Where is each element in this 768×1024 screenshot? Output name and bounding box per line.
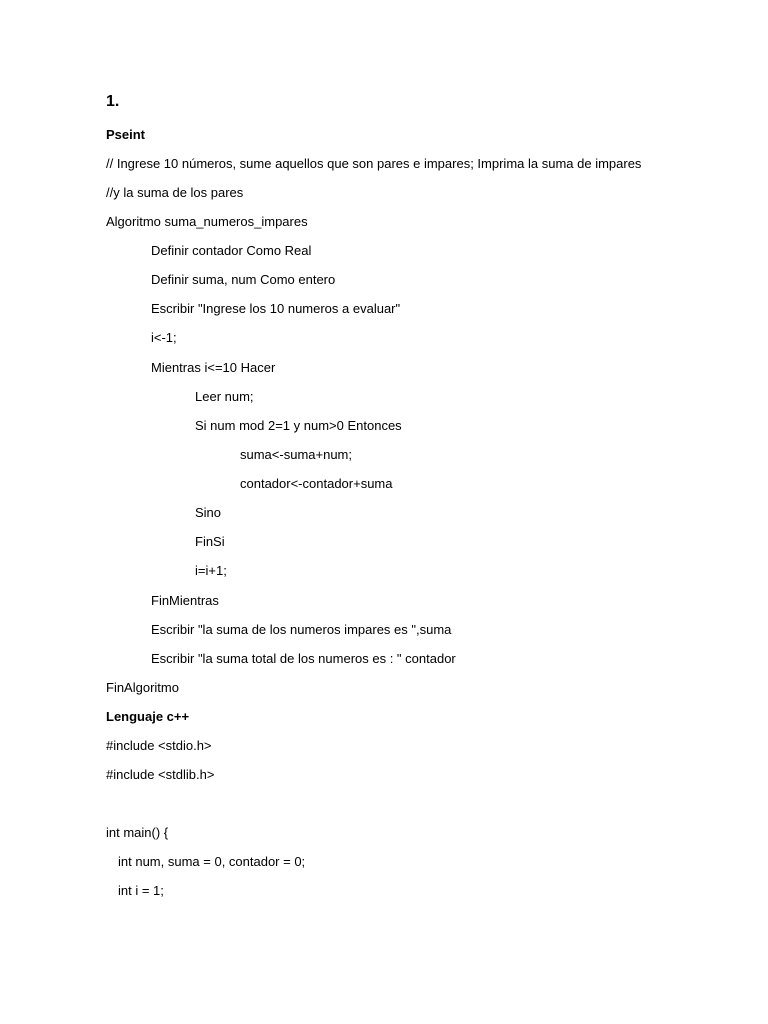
algorithm-end-line: FinAlgoritmo — [106, 680, 179, 695]
code-comment-line: // Ingrese 10 números, sume aquellos que son pares e impares; Imprima la suma de impares — [106, 156, 642, 171]
include-line: #include <stdlib.h> — [106, 767, 215, 782]
code-comment-line: //y la suma de los pares — [106, 185, 244, 200]
code-line: Mientras i<=10 Hacer — [151, 360, 276, 375]
code-line: contador<-contador+suma — [240, 476, 393, 491]
algorithm-start-line: Algoritmo suma_numeros_impares — [106, 214, 308, 229]
code-line: Definir suma, num Como entero — [151, 272, 336, 287]
code-line: FinSi — [195, 534, 225, 549]
include-line: #include <stdio.h> — [106, 738, 212, 753]
main-function-line: int main() { — [106, 825, 169, 840]
code-line: Definir contador Como Real — [151, 243, 312, 258]
section-number: 1. — [106, 93, 120, 110]
code-line: int i = 1; — [118, 883, 164, 898]
code-line: Escribir "Ingrese los 10 numeros a evaluar" — [151, 301, 401, 316]
code-line: i=i+1; — [195, 563, 227, 578]
code-line: suma<-suma+num; — [240, 447, 352, 462]
pseint-heading: Pseint — [106, 127, 146, 142]
code-line: Sino — [195, 505, 222, 520]
code-line: FinMientras — [151, 593, 219, 608]
code-line: Escribir "la suma total de los numeros es : " contador — [151, 651, 456, 666]
cpp-heading: Lenguaje c++ — [106, 709, 190, 724]
code-line: i<-1; — [151, 330, 177, 345]
code-line: Escribir "la suma de los numeros impares es ",suma — [151, 622, 452, 637]
code-line: Leer num; — [195, 389, 254, 404]
code-line: Si num mod 2=1 y num>0 Entonces — [195, 418, 402, 433]
code-line: int num, suma = 0, contador = 0; — [118, 854, 306, 869]
